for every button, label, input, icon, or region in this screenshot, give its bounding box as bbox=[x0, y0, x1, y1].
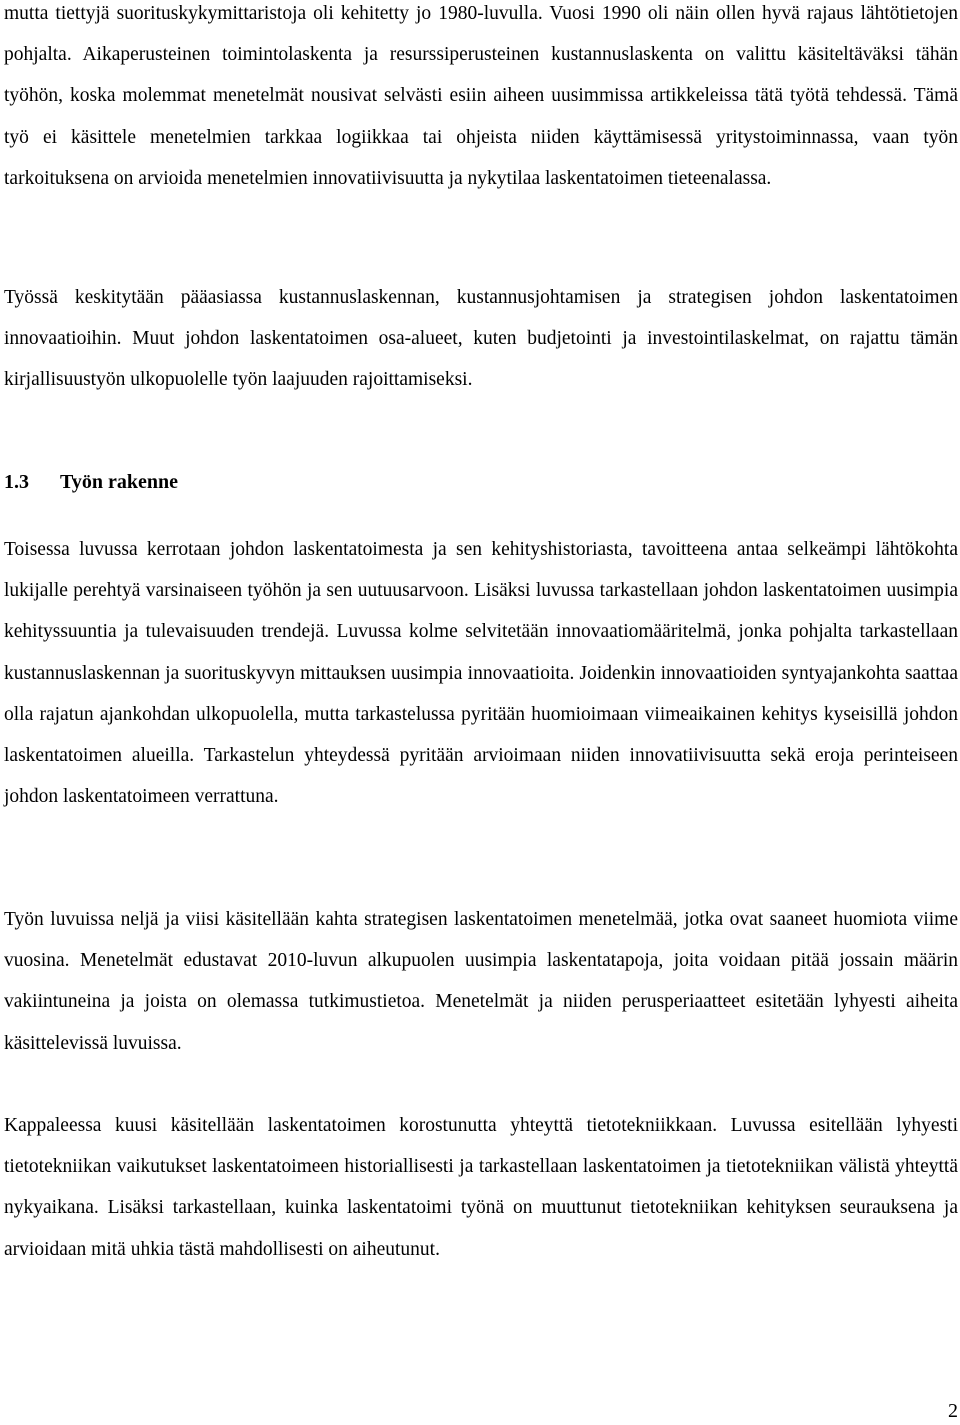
section-number: 1.3 bbox=[4, 471, 29, 493]
body-paragraph: Kappaleessa kuusi käsitellään laskentatoimen korostunutta yhteyttä tietotekniikkaan. Luvussa esitellään lyhyesti tietotekniikan vaikutukset laskentatoimeen historiallisesti ja tarkastellaan laskentatoimen ja tietotekniikan välistä yhteyttä nykyaikana. Lisäksi tarkastellaan, kuinka laskentatoimi työnä on muuttunut tietotekniikan kehityksen seurauksena ja arvioidaan mitä uhkia tästä mahdollisesti on aiheutunut. bbox=[4, 1115, 958, 1260]
section-title: Työn rakenne bbox=[60, 471, 178, 493]
section-heading bbox=[4, 462, 958, 503]
body-paragraph: mutta tiettyjä suorituskykymittaristoja oli kehitetty jo 1980-luvulla. Vuosi 1990 oli näin ollen hyvä rajaus lähtötietojen pohjalta. Aikaperusteinen toimintolaskenta ja resurssiperusteinen kustannuslaskenta on valittu käsiteltäväksi tähän työhön, koska molemmat menetelmät nousivat selvästi esiin aiheen uusimmissa artikkeleissa tätä työtä tehdessä. Tämä työ ei käsittele menetelmien tarkkaa logiikkaa tai ohjeista niiden käyttämisessä yritystoiminnassa, vaan työn tarkoituksena on arvioida menetelmien innovatiivisuutta ja nykytilaa laskentatoimen tieteenalassa. bbox=[4, 3, 958, 189]
body-paragraph: Työssä keskitytään pääasiassa kustannuslaskennan, kustannusjohtamisen ja strategisen johdon laskentatoimen innovaatioihin. Muut johdon laskentatoimen osa-alueet, kuten budjetointi ja investointilaskelmat, on rajattu tämän kirjallisuustyön ulkopuolelle työn laajuuden rajoittamiseksi. bbox=[4, 287, 958, 391]
body-paragraph: Toisessa luvussa kerrotaan johdon laskentatoimesta ja sen kehityshistoriasta, tavoitteena antaa selkeämpi lähtökohta lukijalle perehtyä varsinaiseen työhön ja sen uutuusarvoon. Lisäksi luvussa tarkastellaan johdon laskentatoimen uusimpia kehityssuuntia ja tulevaisuuden trendejä. Luvussa kolme selvitetään innovaatiomääritelmä, jonka pohjalta tarkastellaan kustannuslaskennan ja suorituskyvyn mittauksen uusimpia innovaatioita. Joidenkin innovaatioiden syntyajankohta saattaa olla rajatun ajankohdan ulkopuolella, mutta tarkastelussa pyritään huomioimaan viimeaikainen kehitys kyseisillä johdon laskentatoimen alueilla. Tarkastelun yhteydessä pyritään arvioimaan niiden innovatiivisuutta sekä eroja perinteiseen johdon laskentatoimeen verrattuna. bbox=[4, 539, 958, 808]
body-paragraph: Työn luvuissa neljä ja viisi käsitellään kahta strategisen laskentatoimen menetelmää, jotka ovat saaneet huomiota viime vuosina. Menetelmät edustavat 2010-luvun alkupuolen uusimpia laskentatapoja, joita voidaan pitää jossain määrin vakiintuneina ja joista on olemassa tutkimustietoa. Menetelmät ja niiden perusperiaatteet esitetään lyhyesti aiheita käsittelevissä luvuissa. bbox=[4, 909, 958, 1054]
page-number: 2 bbox=[948, 1400, 958, 1422]
